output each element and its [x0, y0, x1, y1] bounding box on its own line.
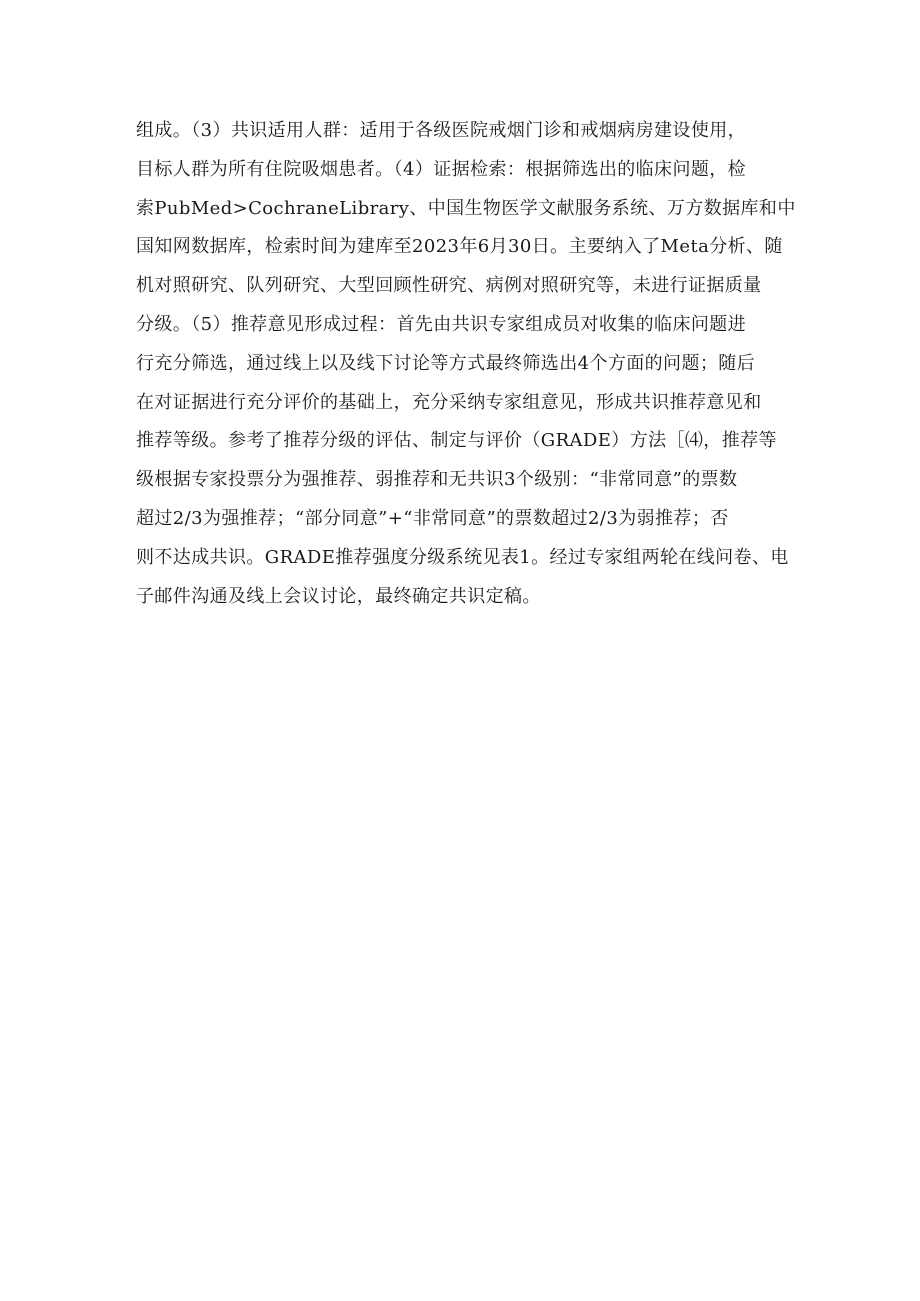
paragraph-line: 国知网数据库，检索时间为建库至2023年6月30日。主要纳入了Meta分析、随 — [136, 236, 783, 258]
paragraph-line: 行充分筛选，通过线上以及线下讨论等方式最终筛选出4个方面的问题；随后 — [136, 352, 756, 374]
paragraph-line: 目标人群为所有住院吸烟患者。（4）证据检索：根据筛选出的临床问题，检 — [136, 158, 747, 180]
paragraph-line: 组成。（3）共识适用人群：适用于各级医院戒烟门诊和戒烟病房建设使用， — [136, 120, 747, 141]
paragraph-line: 索PubMed>CochraneLibrary、中国生物医学文献服务系统、万方数据库和中 — [136, 197, 796, 219]
paragraph-line: 则不达成共识。GRADE推荐强度分级系统见表1。经过专家组两轮在线问卷、电 — [136, 546, 789, 568]
paragraph-line: 推荐等级。参考了推荐分级的评估、制定与评价（GRADE）方法［⑷，推荐等 — [136, 430, 777, 452]
body-paragraph — [136, 112, 816, 616]
paragraph-line: 分级。（5）推荐意见形成过程：首先由共识专家组成员对收集的临床问题进 — [136, 313, 747, 335]
paragraph-line: 级根据专家投票分为强推荐、弱推荐和无共识3个级别：“非常同意”的票数 — [136, 469, 738, 491]
paragraph-line: 子邮件沟通及线上会议讨论，最终确定共识定稿。 — [136, 585, 541, 607]
paragraph-line: 超过2/3为强推荐；“部分同意”+“非常同意”的票数超过2/3为弱推荐；否 — [136, 507, 729, 529]
paragraph-line: 在对证据进行充分评价的基础上，充分采纳专家组意见，形成共识推荐意见和 — [136, 391, 762, 413]
paragraph-line: 机对照研究、队列研究、大型回顾性研究、病例对照研究等，未进行证据质量 — [136, 275, 762, 297]
